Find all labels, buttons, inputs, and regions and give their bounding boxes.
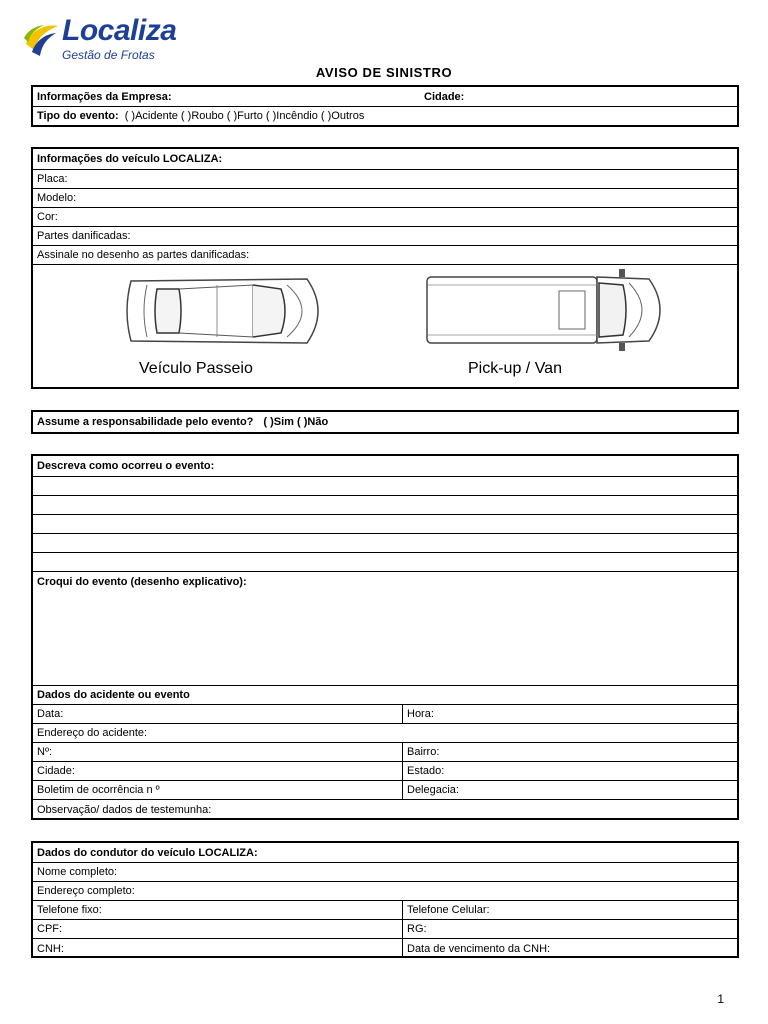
veiculo-section — [31, 147, 739, 389]
descricao-line[interactable] — [33, 534, 737, 553]
bairro-label: Bairro: — [407, 746, 440, 758]
company-logo — [22, 14, 212, 64]
observacao-row[interactable] — [33, 800, 737, 820]
tipo-evento-options[interactable]: ( )Acidente ( )Roubo ( )Furto ( )Incêndio ( )Outros — [124, 110, 365, 122]
acidente-header-row — [33, 686, 737, 705]
telefone-celular-label: Telefone Celular: — [407, 904, 490, 916]
van-label: Pick-up / Van — [468, 360, 562, 377]
empresa-label: Informações da Empresa: — [37, 90, 172, 103]
croqui-area[interactable] — [33, 572, 737, 686]
estado-label: Estado: — [407, 765, 445, 777]
cidade-estado-row[interactable] — [33, 762, 737, 781]
veiculo-header: Informações do veículo LOCALIZA: — [37, 153, 223, 165]
hora-label: Hora: — [407, 708, 434, 720]
veiculo-header-row — [33, 149, 737, 170]
placa-row[interactable] — [33, 170, 737, 189]
placa-label: Placa: — [37, 173, 68, 185]
condutor-section — [31, 841, 739, 958]
descricao-label: Descreva como ocorreu o evento: — [37, 460, 215, 472]
condutor-header-row — [33, 843, 737, 863]
modelo-label: Modelo: — [37, 192, 77, 204]
logo-brand-text: Localiza — [62, 14, 177, 47]
document-title: AVISO DE SINISTRO — [315, 65, 453, 80]
cor-row[interactable] — [33, 208, 737, 227]
cidade-label: Cidade: — [424, 90, 465, 103]
assinale-row — [33, 246, 737, 265]
page-number: 1 — [717, 992, 724, 1006]
cnh-label: CNH: — [37, 942, 64, 955]
partes-label: Partes danificadas: — [37, 230, 131, 242]
croqui-label: Croqui do evento (desenho explicativo): — [37, 576, 247, 588]
cnh-vencimento-label: Data de vencimento da CNH: — [407, 942, 551, 955]
condutor-header: Dados do condutor do veículo LOCALIZA: — [37, 846, 258, 859]
descricao-header-row — [33, 456, 737, 477]
evento-section — [31, 454, 739, 820]
delegacia-label: Delegacia: — [407, 784, 459, 796]
data-hora-row[interactable] — [33, 705, 737, 724]
numero-bairro-row[interactable] — [33, 743, 737, 762]
responsabilidade-options[interactable]: ( )Sim ( )Não — [263, 416, 329, 428]
responsabilidade-label: Assume a responsabilidade pelo evento? — [37, 416, 254, 428]
empresa-section — [31, 85, 739, 127]
descricao-line[interactable] — [33, 553, 737, 572]
localiza-swoosh-icon — [22, 20, 62, 60]
acidente-header: Dados do acidente ou evento — [37, 689, 190, 701]
observacao-label: Observação/ dados de testemunha: — [37, 804, 212, 816]
rg-label: RG: — [407, 923, 427, 935]
nome-label: Nome completo: — [37, 866, 118, 878]
telefones-row[interactable] — [33, 901, 737, 920]
cpf-label: CPF: — [37, 923, 63, 935]
sedan-top-view-icon[interactable] — [117, 271, 337, 351]
partes-row[interactable] — [33, 227, 737, 246]
empresa-row — [33, 87, 737, 107]
van-top-view-icon[interactable] — [419, 267, 679, 351]
cidade-acidente-label: Cidade: — [37, 765, 75, 777]
responsabilidade-section — [31, 410, 739, 434]
descricao-line[interactable] — [33, 515, 737, 534]
tipo-evento-row — [33, 107, 737, 125]
tipo-evento-label: Tipo do evento: — [37, 110, 119, 122]
endereco-condutor-label: Endereço completo: — [37, 885, 135, 897]
endereco-acidente-label: Endereço do acidente: — [37, 727, 148, 739]
numero-label: Nº: — [37, 746, 53, 758]
boletim-label: Boletim de ocorrência n º — [37, 784, 160, 796]
descricao-line[interactable] — [33, 496, 737, 515]
sedan-label: Veículo Passeio — [139, 360, 253, 377]
cnh-row[interactable] — [33, 939, 737, 958]
assinale-label: Assinale no desenho as partes danificadas: — [37, 249, 250, 261]
boletim-delegacia-row[interactable] — [33, 781, 737, 800]
vehicle-diagram-area[interactable] — [33, 265, 737, 387]
telefone-fixo-label: Telefone fixo: — [37, 904, 102, 916]
modelo-row[interactable] — [33, 189, 737, 208]
descricao-line[interactable] — [33, 477, 737, 496]
data-label: Data: — [37, 708, 64, 720]
nome-row[interactable] — [33, 863, 737, 882]
responsabilidade-row — [33, 412, 737, 432]
endereco-acidente-row[interactable] — [33, 724, 737, 743]
logo-subtitle: Gestão de Frotas — [62, 48, 155, 62]
cor-label: Cor: — [37, 211, 58, 223]
endereco-condutor-row[interactable] — [33, 882, 737, 901]
cpf-rg-row[interactable] — [33, 920, 737, 939]
